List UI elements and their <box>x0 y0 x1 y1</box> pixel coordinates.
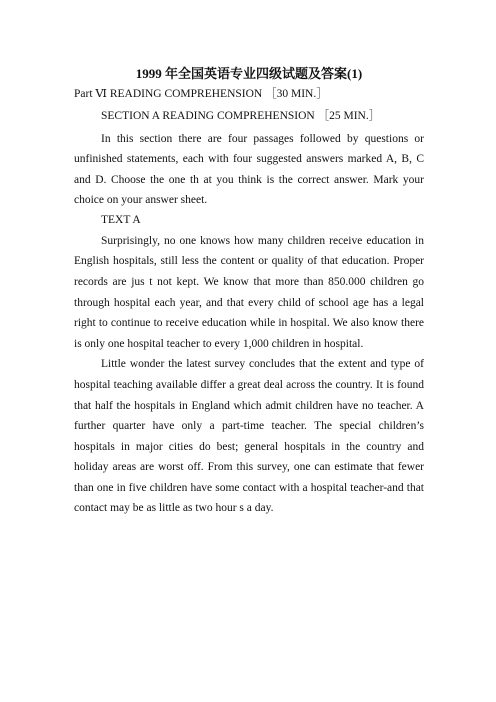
section-heading: SECTION A READING COMPREHENSION ［25 MIN.］ <box>101 109 381 122</box>
instructions-paragraph: In this section there are four passages followed by questions or unfinished statements, each with four suggested answers marked A, B, C and D. Choose the one th at you think is the correct answer. Mark your choice on your answer sheet. <box>74 132 424 207</box>
passage-paragraph-1: Surprisingly, no one knows how many children receive education in English hospitals, still less the content or quality of that education. Proper records are jus t not kept. We know that more than 850.000 children go through hospital each year, and that every child of school age has a legal right to continue to receive education while in hospital. We also know there is only one hospital teacher to every 1,000 children in hospital. <box>74 234 424 350</box>
passage-paragraph-2: Little wonder the latest survey concludes that the extent and type of hospital teaching available differ a great deal across the country. It is found that half the hospitals in England which admit children have no teacher. A further quarter have only a part-time teacher. The special children’s hospitals in major cities do best; general hospitals in the country and holiday areas are worst off. From this survey, one can estimate that fewer than one in five children have some contact with a hospital teacher-and that contact may be as little as two hour s a day. <box>74 358 424 515</box>
text-label: TEXT A <box>101 213 141 226</box>
part-heading: Part Ⅵ READING COMPREHENSION ［30 MIN.］ <box>74 88 328 100</box>
document-title: 1999 年全国英语专业四级试题及答案(1) <box>135 66 363 81</box>
